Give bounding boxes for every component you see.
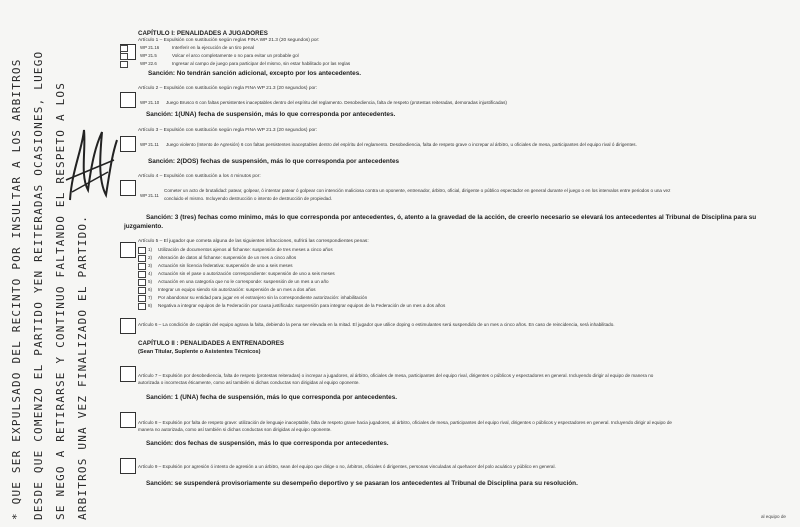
signature-icon [62, 120, 122, 210]
art5-item-checkbox[interactable] [138, 271, 146, 278]
chapter2-subtitle: (Sean Titular, Suplente o Asistentes Técnicos) [138, 349, 261, 355]
art5-item-checkbox[interactable] [138, 263, 146, 270]
chapter2-title: CAPÍTULO II : PENALIDADES A ENTRENADORES [138, 340, 284, 347]
footer-note: al equipo de [760, 514, 786, 519]
art8-text: Artículo 8 – Expulsión por falta de respeto grave: utilización de lenguaje inaceptable, falta de respeto grave hacia jugadores, al árbitro, oficiales de mesa, participantes del equipo rival, dirigentes o públicos y espectadores en general. Incluyendo dirigir al equipo de [138, 420, 672, 425]
art5-item-text: Alteración de datos al fichanse: suspensión de un mes a cinco años [158, 255, 297, 260]
handwriting-line: SE NEGO A RETIRARSE Y CONTINUO FALTANDO EL RESPETO A LOS [54, 81, 67, 520]
art5-item-text: Integrar un equipo siendo sin autorización: suspensión de un mes a dos años [158, 287, 316, 292]
art4-heading: Artículo 4 – Expulsión con sustitución a los 4 minutos por: [138, 174, 261, 179]
art5-item-checkbox[interactable] [138, 279, 146, 286]
checkbox-art6[interactable] [120, 318, 136, 334]
regulation-document [120, 28, 788, 523]
art7-text: Artículo 7 – Expulsión por desobediencia, falta de respeto (protestas reiteradas) o increpar a jugadores, al árbitro, oficiales de mesa, participantes del equipo rival, dirigentes o públicos y espectadores en general. Incluyendo dirigir al equipo de manera no [138, 373, 654, 378]
art5-item-number: 3) [148, 263, 153, 268]
art1-sanction: Sanción: No tendrán sanción adicional, excepto por los antecedentes. [148, 70, 362, 77]
art3-sanction: Sanción: 2(DOS) fechas de suspensión, más lo que corresponda por antecedentes [148, 158, 400, 165]
art5-item-text: Actuación sin licencia federativa: suspensión de uno a seis meses [158, 263, 293, 268]
rule-text: Interferir en la ejecución de un tiro penal [172, 45, 254, 50]
art5-item-number: 8) [148, 303, 153, 308]
art5-item-number: 7) [148, 295, 153, 300]
art5-item-number: 5) [148, 279, 153, 284]
art8-sanction: Sanción: dos fechas de suspensión, más lo que corresponda por antecedentes. [146, 440, 389, 447]
art4-sanction-cont: juzgamiento. [124, 223, 164, 230]
art5-item-checkbox[interactable] [138, 255, 146, 262]
rule-text: concluido el mismo. Incluyendo destrucción o intento de destrucción de propiedad. [164, 196, 333, 201]
art9-sanction: Sanción: se suspenderá provisoriamente su desempeño deportivo y se pasaran los antecedentes al Tribunal de Disciplina para su resolución. [146, 480, 578, 487]
art4-sanction: Sanción: 3 (tres) fechas como mínimo, más lo que corresponda por antecedentes, ó, atento a la gravedad de la acción, de creerlo necesario se elevará los antecedentes al Tribunal de Disciplina para su [146, 214, 757, 221]
art5-item-text: Utilización de documentos ajenos al fichanse: suspensión de tres meses a cinco años [158, 247, 333, 252]
art5-item-text: Actuación en una categoría que no le corresponde: suspensión de un mes a un año [158, 279, 329, 284]
checkbox-art5[interactable] [120, 242, 136, 258]
art8-text-cont: manera no autorizada, como así también si dichas conductas son dirigidas al equipo oponente. [138, 427, 332, 432]
art1-heading: Artículo 1 – Expulsión con sustitución según reglas FINA WP 21.3 (20 segundos) por: [138, 38, 320, 43]
art5-item-checkbox[interactable] [138, 287, 146, 294]
art7-text-cont: autorizada o incorrectas éticamente, como así también si dichas conductas son dirigidas al equipo oponente. [138, 380, 360, 385]
rule-code: WP 21.11 [140, 142, 159, 147]
art5-item-number: 6) [148, 287, 153, 292]
rule-text: Ingresar al campo de juego para participar del mismo, sin estar habilitado por las reglas [172, 61, 351, 66]
art5-item-number: 4) [148, 271, 153, 276]
handwriting-line: * QUE SER EXPULSADO DEL RECINTO POR INSULTAR A LOS ARBITROS [10, 58, 23, 520]
art6-text: Artículo 6 – La condición de capitán del equipo agrava la falta, debiendo la pena ser elevada en la mitad. El jugador que utilice doping o estimulantes será suspendido de un mes a cinco años. En caso de reincidencia, será inhabilitado. [138, 322, 615, 327]
rule-text: Juego Brusco 6 con faltas persistentes inaceptables dentro del espíritu del reglamento. Desobediencia, falta de respeto (protestas reiteradas, demoradas injustificadas) [166, 100, 507, 105]
rule-code: WP 21.11 [140, 193, 159, 198]
checkbox-art7[interactable] [120, 366, 136, 382]
art5-item-number: 1) [148, 247, 153, 252]
art5-item-number: 2) [148, 255, 153, 260]
art3-heading: Artículo 3 – Expulsión con sustitución según regla FINA WP 21.3 (20 segundos) por: [138, 128, 318, 133]
art5-item-checkbox[interactable] [138, 295, 146, 302]
sub-checkbox[interactable] [120, 45, 128, 52]
checkbox-art8[interactable] [120, 412, 136, 428]
checkbox-art4[interactable] [120, 180, 136, 196]
handwriting-line: DESDE QUE COMENZO EL PARTIDO YEN REITERADAS OCASIONES, LUEGO [32, 50, 45, 520]
art5-item-text: Negativa a integrar equipos de la Federación por causa justificada: suspensión para integrar equipos de la Federación de un mes a dos años [158, 303, 446, 308]
rule-text: Juego violento (Intento de Agresión) 6 con faltas persistentes inaceptables dentro del espíritu del reglamento. Desobediencia, falta de respeto grave o increpar al árbitro, u oficiales de mesa, participantes del equipo rival ó dirigentes. [166, 142, 637, 147]
checkbox-art3[interactable] [120, 136, 136, 152]
art5-heading: Artículo 5 – El jugador que cometa alguna de las siguientes infracciones, sufrirá las correspondientes penas: [138, 239, 369, 244]
art5-item-checkbox[interactable] [138, 303, 146, 310]
checkbox-art2[interactable] [120, 92, 136, 108]
art2-sanction: Sanción: 1(UNA) fecha de suspensión, más lo que corresponda por antecedentes. [146, 111, 396, 118]
art9-text: Artículo 9 – Expulsión por agresión ó intento de agresión a un árbitro, sean del equipo que dirige o no, árbitros, oficiales ó dirigentes, personas vinculadas al quehacer del polo acuático y público en general. [138, 464, 556, 469]
handwriting-line: ARBITROS UNA VEZ FINALIZADO EL PARTIDO. [76, 214, 89, 520]
sub-checkbox[interactable] [120, 61, 128, 68]
art5-item-text: Actuación sin el pase o autorización correspondiente: suspensión de uno a seis meses [158, 271, 335, 276]
art7-sanction: Sanción: 1 (UNA) fecha de suspensión, más lo que corresponda por antecedentes. [146, 394, 398, 401]
sub-checkbox[interactable] [120, 53, 128, 60]
rule-text: Cometer un acto de brutalidad: patear, golpear, ó intentar patear ó golpear con intención maliciosa contra un oponente, entrenador, árbitro, oficial, dirigente o público espectador en general durante el juego o en los intervalos entre periodos o una vez [164, 188, 671, 193]
rule-code: WP 21.5 [140, 53, 157, 58]
chapter1-title: CAPÍTULO I: PENALIDADES A JUGADORES [138, 30, 268, 37]
checkbox-art9[interactable] [120, 458, 136, 474]
handwritten-notes [6, 8, 116, 523]
rule-code: WP 21.10 [140, 100, 160, 105]
art5-item-checkbox[interactable] [138, 247, 146, 254]
art5-item-text: Por abandonar su entidad para jugar en el extranjero sin la correspondiente autorización: inhabilitación [158, 295, 368, 300]
art2-heading: Artículo 2 – Expulsión con sustitución según regla FINA WP 21.3 (20 segundos) por: [138, 86, 318, 91]
rule-code: WP 21.16 [140, 45, 160, 50]
rule-text: Volcar el arco completamente o no para evitar un probable gol [172, 53, 299, 58]
rule-code: WP 22.6 [140, 61, 157, 66]
